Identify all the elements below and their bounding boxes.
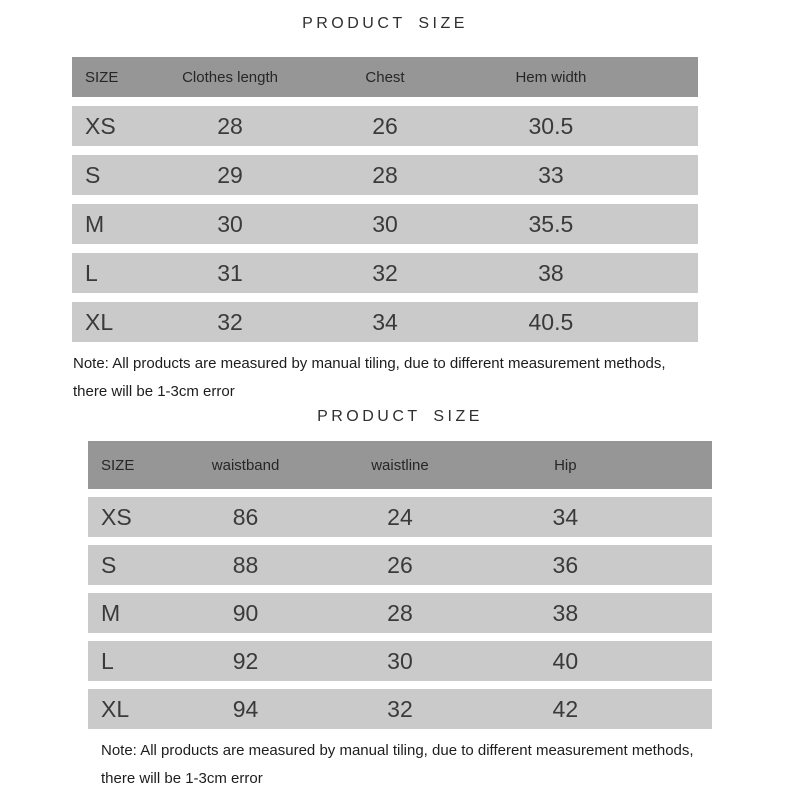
row-size-label: M — [101, 599, 121, 626]
product-size-title: PRODUCT SIZE — [302, 15, 468, 32]
size-section-top — [0, 13, 800, 406]
row-size-label: M — [85, 210, 105, 237]
cell-value: 29 — [217, 161, 243, 188]
size-table-bottom — [88, 441, 712, 729]
cell-value: 42 — [552, 695, 579, 722]
row-size-label: XL — [101, 695, 130, 722]
table-row-m — [72, 204, 698, 244]
row-size-label: L — [101, 647, 114, 674]
cell-value: 34 — [552, 503, 579, 530]
cell-value: 30.5 — [528, 112, 574, 139]
row-size-label: S — [101, 551, 117, 578]
row-size-label: XS — [85, 112, 116, 139]
cell-value: 31 — [217, 259, 243, 286]
cell-value: 33 — [538, 161, 564, 188]
cell-value: 40 — [552, 647, 579, 674]
table-row-l — [72, 253, 698, 293]
cell-value: 30 — [217, 210, 243, 237]
cell-value: 30 — [372, 210, 398, 237]
cell-value: 26 — [387, 551, 413, 578]
cell-value: 36 — [552, 551, 579, 578]
note-line: there will be 1-3cm error — [73, 383, 235, 400]
cell-value: 26 — [372, 112, 398, 139]
note-line: Note: All products are measured by manual tiling, due to different measurement methods, — [73, 355, 666, 372]
table-row-m — [88, 593, 712, 633]
cell-value: 90 — [232, 599, 259, 626]
product-size-title: PRODUCT SIZE — [317, 408, 483, 425]
cell-value: 28 — [217, 112, 243, 139]
table-row-xs — [88, 497, 712, 537]
size-table-header — [72, 57, 698, 97]
row-size-label: XS — [101, 503, 132, 530]
table-row-xs — [72, 106, 698, 146]
row-size-label: L — [85, 259, 98, 286]
note-line: Note: All products are measured by manual tiling, due to different measurement methods, — [101, 742, 694, 759]
row-size-label: XL — [85, 308, 114, 335]
header-cell-hip: Hip — [554, 456, 577, 474]
table-row-l — [88, 641, 712, 681]
cell-value: 86 — [232, 503, 259, 530]
row-size-label: S — [85, 161, 101, 188]
cell-value: 24 — [387, 503, 413, 530]
size-section-bottom — [0, 406, 800, 793]
size-table-header — [88, 441, 712, 489]
size-table-top — [72, 57, 698, 342]
cell-value: 92 — [232, 647, 259, 674]
header-cell-size: SIZE — [101, 456, 135, 474]
header-cell-clothes-length: Clothes length — [182, 68, 278, 86]
table-row-s — [88, 545, 712, 585]
cell-value: 38 — [552, 599, 579, 626]
cell-value: 38 — [538, 259, 564, 286]
cell-value: 32 — [372, 259, 398, 286]
cell-value: 94 — [232, 695, 259, 722]
cell-value: 30 — [387, 647, 413, 674]
header-cell-waistline: waistline — [371, 456, 429, 474]
cell-value: 35.5 — [528, 210, 574, 237]
header-cell-hem-width: Hem width — [515, 68, 587, 86]
measurement-note — [101, 737, 800, 793]
cell-value: 88 — [232, 551, 259, 578]
header-cell-waistband: waistband — [211, 456, 280, 474]
table-row-xl — [72, 302, 698, 342]
cell-value: 32 — [217, 308, 243, 335]
measurement-note — [73, 350, 800, 406]
table-row-xl — [88, 689, 712, 729]
note-line: there will be 1-3cm error — [101, 770, 263, 787]
header-cell-size: SIZE — [85, 68, 119, 86]
cell-value: 40.5 — [528, 308, 574, 335]
table-row-s — [72, 155, 698, 195]
cell-value: 34 — [372, 308, 398, 335]
cell-value: 28 — [372, 161, 398, 188]
cell-value: 32 — [387, 695, 413, 722]
header-cell-chest: Chest — [365, 68, 405, 86]
cell-value: 28 — [387, 599, 413, 626]
